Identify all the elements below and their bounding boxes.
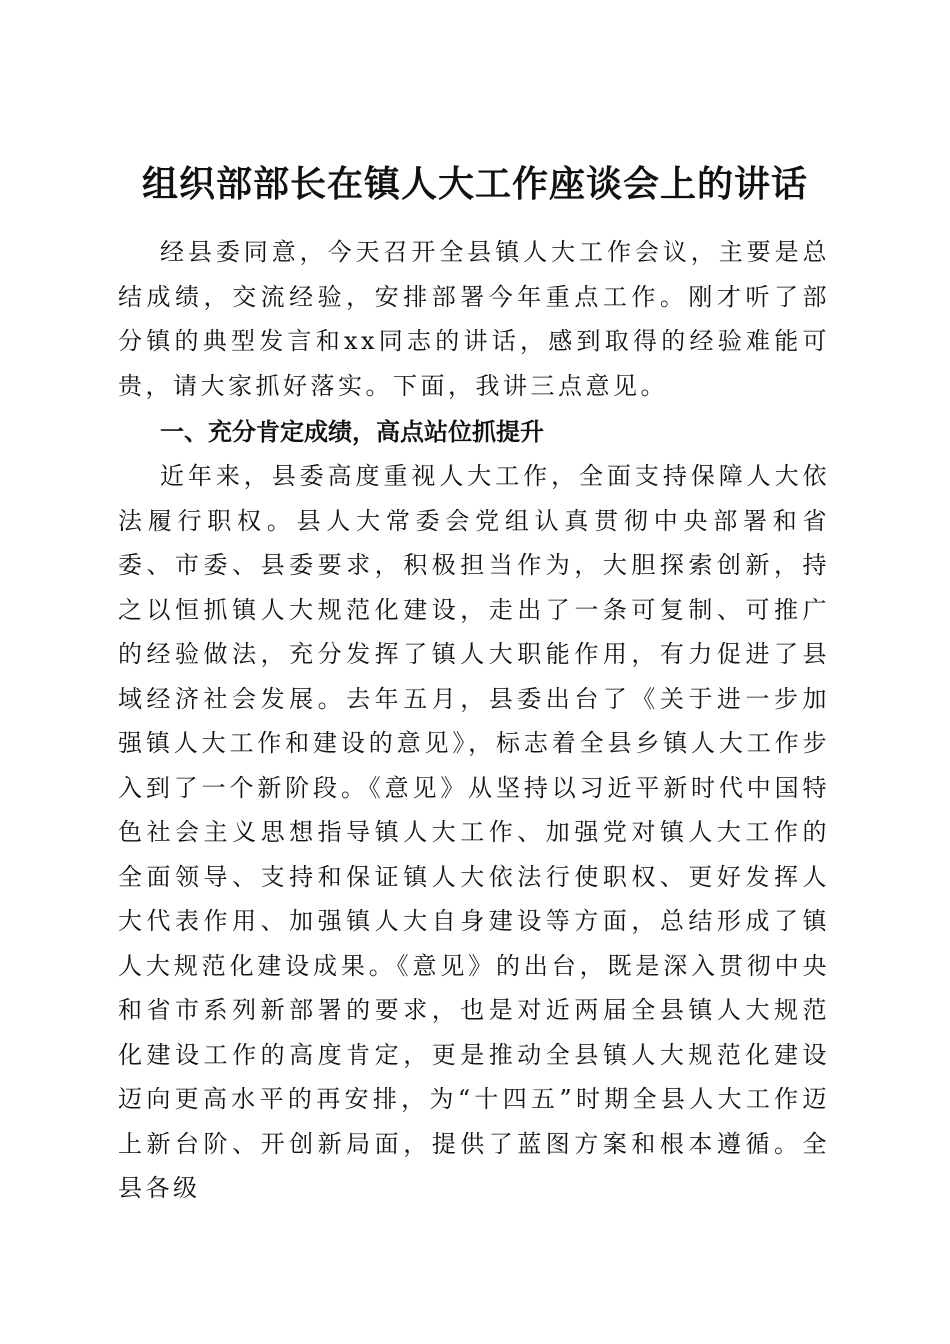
document-title: 组织部部长在镇人大工作座谈会上的讲话 [141, 163, 808, 206]
section-heading-1: 一、充分肯定成绩，高点站位抓提升 [160, 418, 544, 446]
intro-paragraph: 经县委同意，今天召开全县镇人大工作会议，主要是总结成绩，交流经验，安排部署今年重点工作。刚才听了部分镇的典型发言和xx同志的讲话，感到取得的经验难能可贵，请大家抓好落实。下面，我讲三点意见。 [118, 238, 830, 400]
section-1-paragraph: 近年来，县委高度重视人大工作，全面支持保障人大依法履行职权。县人大常委会党组认真贯彻中央部署和省委、市委、县委要求，积极担当作为，大胆探索创新，持之以恒抓镇人大规范化建设，走出了一条可复制、可推广的经验做法，充分发挥了镇人大职能作用，有力促进了县域经济社会发展。去年五月，县委出台了《关于进一步加强镇人大工作和建设的意见》，标志着全县乡镇人大工作步入到了一个新阶段。《意见》从坚持以习近平新时代中国特色社会主义思想指导镇人大工作、加强党对镇人大工作的全面领导、支持和保证镇人大依法行使职权、更好发挥人大代表作用、加强镇人大自身建设等方面，总结形成了镇人大规范化建设成果。《意见》的出台，既是深入贯彻中央和省市系列新部署的要求，也是对近两届全县镇人大规范化建设工作的高度肯定，更是推动全县镇人大规范化建设迈向更高水平的再安排，为“十四五”时期全县人大工作迈上新台阶、开创新局面，提供了蓝图方案和根本遵循。全县各级 [118, 462, 830, 1202]
